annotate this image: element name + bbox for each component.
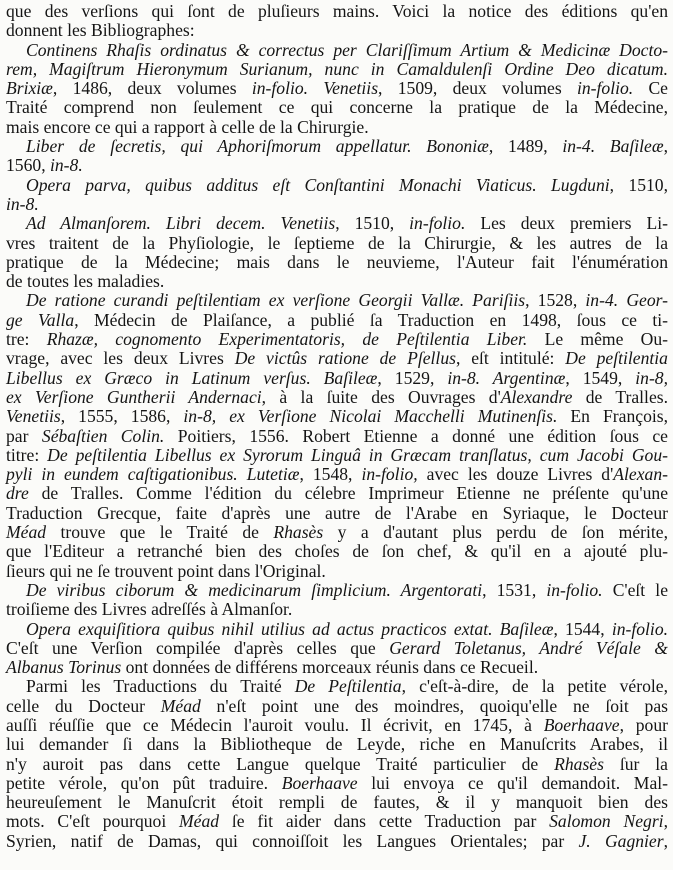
text-run: heureuſement le Manuſcrit étoit rempli de fautes, & il y manquoit bien des <box>6 792 668 813</box>
text-run: Traduction Grecque, faite d'après une autre de l'Arabe en Syriaque, le Docteur <box>6 502 668 523</box>
text-line <box>6 176 668 195</box>
text-line <box>6 735 668 754</box>
text-run: n'eſt point une des moindres, quoiqu'elle ne ſoit pas <box>200 695 668 716</box>
italic-text-run: Alexan- <box>613 464 668 485</box>
text-run: pratique de la Médecine; mais dans le neuvieme, l'Auteur fait l'énumération <box>6 251 668 272</box>
text-line <box>6 118 668 137</box>
italic-text-run: De victûs ratione de Pſellus <box>234 348 456 369</box>
italic-text-run: ge Valla <box>6 309 75 330</box>
text-line <box>6 465 668 484</box>
text-line <box>6 639 668 658</box>
text-run: avec les douze Livres d' <box>417 464 614 485</box>
text-run: , 1555, 1586, <box>60 406 184 427</box>
text-run: , pour <box>619 714 668 735</box>
italic-text-run: in-folio, <box>361 464 418 485</box>
italic-text-run: J. Gagnier <box>578 830 664 851</box>
text-line <box>6 21 668 40</box>
text-line <box>6 581 668 600</box>
text-run: lui demander ſi dans la Bibliotheque de Leyde, riche en Manuſcrits Arabes, il <box>6 734 668 755</box>
text-run: , 1549, <box>565 367 636 388</box>
italic-text-run: in-folio. <box>409 213 466 234</box>
text-run: celle du Docteur <box>6 695 161 716</box>
text-run: En François, <box>557 406 668 427</box>
italic-text-run: dre <box>6 483 29 504</box>
text-run: , 1486, deux volumes <box>52 78 252 99</box>
italic-text-run: in-8, ex Verſione Nicolai Macchelli Mutinenſis. <box>183 406 558 427</box>
text-line <box>6 330 668 349</box>
text-line <box>6 60 668 79</box>
italic-text-run: Méad <box>179 811 220 832</box>
text-line <box>6 484 668 503</box>
text-run: petite vérole, qu'on pût traduire. <box>6 772 282 793</box>
text-line <box>6 2 668 21</box>
italic-text-run: Alexandre <box>500 386 573 407</box>
italic-text-run: ex Verſione Guntherii Andernaci <box>6 386 262 407</box>
text-run: , 1528, <box>525 290 586 311</box>
italic-text-run: Ad Almanſorem. Libri decem. Venetiis <box>26 213 336 234</box>
italic-text-run: Boerhaave <box>543 714 620 735</box>
text-line <box>6 832 668 851</box>
text-run: n'y auroit pas dans cette Langue quelque Traité particulier de <box>6 753 555 774</box>
italic-text-run: Rhasès <box>554 753 604 774</box>
text-run: de toutes les maladies. <box>6 271 165 292</box>
text-run: ſur la <box>603 753 668 774</box>
text-line <box>6 504 668 523</box>
text-line <box>6 214 668 233</box>
italic-text-run: De Peſtilentia <box>294 676 402 697</box>
text-run: tre: <box>6 329 47 350</box>
italic-text-run: Albanus Torinus <box>6 657 122 678</box>
text-run: auſſi réuſſie que ce Médecin l'auroit voulu. Il écrivit, en 1745, à <box>6 714 544 735</box>
text-line <box>6 677 668 696</box>
page-text-block <box>6 2 668 851</box>
text-run: mais encore ce qui a rapport à celle de la Chirurgie. <box>6 116 369 137</box>
text-run: que l'Editeur a retranché bien des choſes de ſon chef, & qu'il en a ajouté plu- <box>6 541 668 562</box>
text-run: , 1489, <box>488 136 563 157</box>
italic-text-run: Libellus ex Græco in Latinum verſus. Baſileæ <box>6 367 378 388</box>
italic-text-run: Méad <box>160 695 201 716</box>
italic-text-run: Salomon Negri <box>549 811 664 832</box>
italic-text-run: Sébaſtien Colin. <box>41 425 165 446</box>
italic-text-run: Liber de ſecretis, qui Aphoriſmorum appellatur. Bononiæ <box>26 136 489 157</box>
text-line <box>6 369 668 388</box>
text-run: troiſieme des Livres adreſſés à Almanſor. <box>6 599 293 620</box>
text-run: Ce <box>633 78 668 99</box>
text-run: Traité comprend non ſeulement ce qui concerne la pratique de la Médecine, <box>6 97 668 118</box>
text-run: ſe fit aider dans cette Traduction par <box>219 811 550 832</box>
text-line <box>6 562 668 581</box>
text-run: , c'eſt-à-dire, de la petite vérole, <box>401 676 668 697</box>
italic-text-run: in-8. Argentinæ <box>447 367 566 388</box>
italic-text-run: Opera exquiſitiora quibus nihil utilius ad actus practicos extat. Baſileæ <box>26 618 554 639</box>
text-line <box>6 542 668 561</box>
italic-text-run: Continens Rhaſis ordinatus & correctus per Clariſſimum Artium & Medicinæ Docto- <box>26 39 668 60</box>
text-run: , eſt intitulé: <box>455 348 566 369</box>
text-run: , 1509, deux volumes <box>378 78 577 99</box>
text-line <box>6 311 668 330</box>
text-run: , 1529, <box>377 367 448 388</box>
italic-text-run: Boerhaave <box>281 772 358 793</box>
text-line <box>6 407 668 426</box>
text-run: donnent les Bibliographes: <box>6 20 195 41</box>
text-line <box>6 388 668 407</box>
italic-text-run: in-folio. <box>576 78 634 99</box>
text-run: Parmi les Traductions du Traité <box>26 676 295 697</box>
italic-text-run: Venetiis <box>6 406 61 427</box>
italic-text-run: Opera parva, quibus additus eſt Conſtantini Monachi Viaticus. Lugduni <box>26 174 610 195</box>
text-line <box>6 41 668 60</box>
text-run: , 1548, <box>299 464 362 485</box>
text-run: 1560, <box>6 155 50 176</box>
text-run: , 1510, <box>609 174 668 195</box>
text-run: ont données de différens morceaux réunis dans ce Recueil. <box>121 657 539 678</box>
text-line <box>6 291 668 310</box>
italic-text-run: in-4. Geor- <box>585 290 668 311</box>
text-line <box>6 755 668 774</box>
italic-text-run: in-8. <box>49 155 83 176</box>
text-run: C'eſt une Verſion compilée d'après celles que <box>6 637 390 658</box>
italic-text-run: pyli in eundem caſtigationibus. Lutetiæ <box>6 464 300 485</box>
italic-text-run: Rhasès <box>273 522 324 543</box>
italic-text-run: De ratione curandi peſtilentiam ex verſione Georgii Vallæ. Pariſiis <box>26 290 526 311</box>
text-line <box>6 600 668 619</box>
text-run: ſieurs qui ne ſe trouvent point dans l'Original. <box>6 560 326 581</box>
text-line <box>6 620 668 639</box>
text-run: , <box>663 136 669 157</box>
text-line <box>6 427 668 446</box>
text-run: y a d'autant plus perdu de ſon mérite, <box>323 522 669 543</box>
text-line <box>6 195 668 214</box>
italic-text-run: in-8. <box>6 193 39 214</box>
italic-text-run: in-folio. Venetiis <box>251 78 379 99</box>
italic-text-run: De peſtilentia Libellus ex Syrorum Linguâ in Græcam tranſlatus, cum Jacobi Gou- <box>47 444 668 465</box>
italic-text-run: Gerard Toletanus, André Véſale & <box>389 637 668 658</box>
text-line <box>6 98 668 117</box>
text-run: Syrien, natif de Damas, qui connoiſſoit les Langues Orientales; par <box>6 830 579 851</box>
text-line <box>6 156 668 175</box>
text-run: de Tralles. <box>572 386 669 407</box>
italic-text-run: Rhazæ, cognomento Experimentatoris, de Peſtilentia Liber. <box>46 329 528 350</box>
text-line <box>6 716 668 735</box>
text-run: vrage, avec les deux Livres <box>6 348 235 369</box>
text-line <box>6 446 668 465</box>
text-run: titre: <box>6 444 48 465</box>
text-run: , 1544, <box>553 618 612 639</box>
text-run: , à la ſuite des Ouvrages d' <box>261 386 501 407</box>
text-line <box>6 349 668 368</box>
text-run: mots. C'eſt pourquoi <box>6 811 180 832</box>
text-run: Les deux premiers Li- <box>465 213 668 234</box>
text-run: Poitiers, 1556. Robert Etienne a donné une édition ſous ce <box>164 425 668 446</box>
text-run: que des verſions qui ſont de pluſieurs mains. Voici la notice des éditions qu'en <box>6 1 668 21</box>
italic-text-run: in-folio. <box>611 618 669 639</box>
text-run: Le même Ou- <box>527 329 668 350</box>
text-run: vres traitent de la Phyſiologie, le ſeptieme de la Chirurgie, & les autres de la <box>6 232 668 253</box>
italic-text-run: in-folio. <box>546 579 603 600</box>
text-line <box>6 272 668 291</box>
text-line <box>6 793 668 812</box>
text-line <box>6 234 668 253</box>
text-run: , <box>663 830 668 851</box>
text-run: , <box>663 811 668 832</box>
text-run: de Tralles. Comme l'édition du célebre Imprimeur Etienne ne préſente qu'une <box>28 483 668 504</box>
italic-text-run: in-4. Baſileæ <box>562 136 664 157</box>
text-line <box>6 774 668 793</box>
text-line <box>6 812 668 831</box>
text-line <box>6 697 668 716</box>
text-run: lui envoya ce qu'il demandoit. Mal- <box>357 772 669 793</box>
text-line <box>6 523 668 542</box>
italic-text-run: in-8, <box>635 367 669 388</box>
italic-text-run: De peſtilentia <box>565 348 668 369</box>
text-run: C'eſt le <box>602 579 669 600</box>
text-line <box>6 253 668 272</box>
text-run: , 1510, <box>335 213 410 234</box>
italic-text-run: Brixiæ <box>6 78 53 99</box>
text-run: , 1531, <box>482 579 547 600</box>
text-run: , Médecin de Plaiſance, a publié ſa Traduction en 1498, ſous ce ti- <box>74 309 668 330</box>
italic-text-run: De viribus ciborum & medicinarum ſimplicium. Argentorati <box>26 579 483 600</box>
text-run: par <box>6 425 42 446</box>
italic-text-run: rem, Magiſtrum Hieronymum Surianum, nunc in Camaldulenſi Ordine Deo dicatum. <box>6 58 668 79</box>
text-line <box>6 658 668 677</box>
italic-text-run: Méad <box>6 522 47 543</box>
text-line <box>6 79 668 98</box>
text-run: trouve que le Traité de <box>46 522 274 543</box>
text-line <box>6 137 668 156</box>
